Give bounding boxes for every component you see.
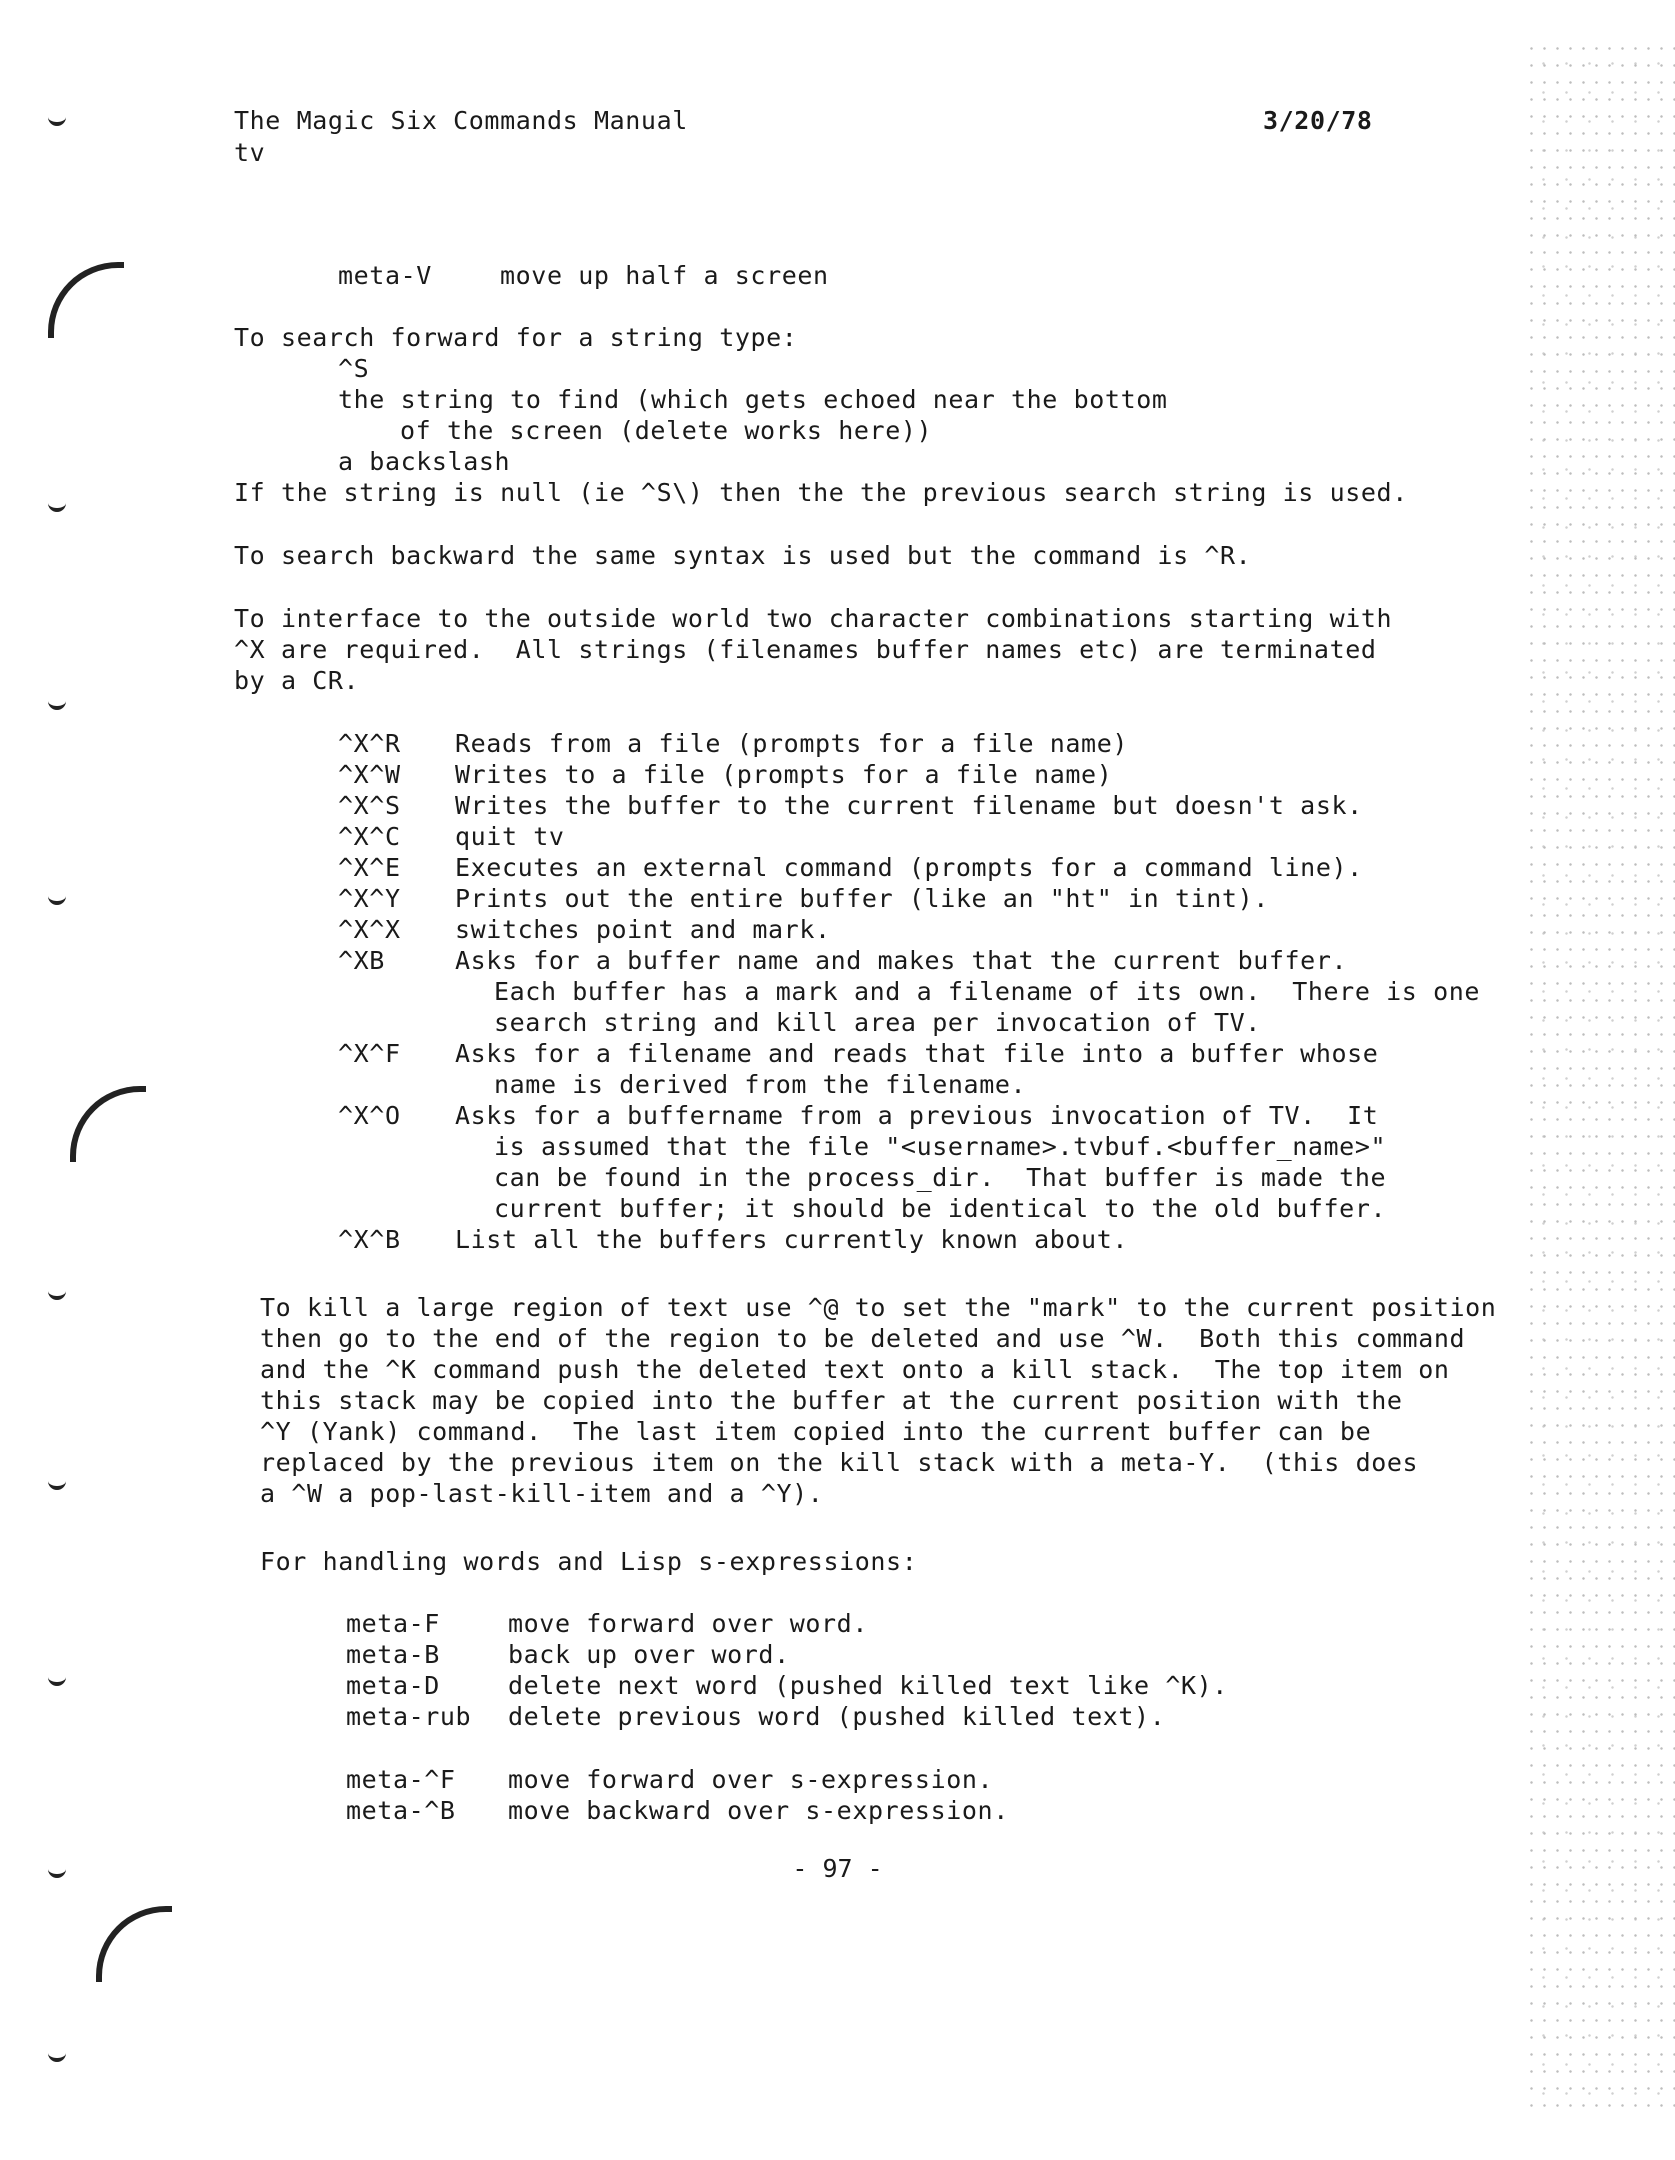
word-command-description: back up over word.: [508, 1640, 790, 1669]
x-command-key: ^X^Y: [338, 884, 401, 913]
x-command-description: Reads from a file (prompts for a file name): [455, 729, 1129, 758]
x-command-key: ^X^B: [338, 1225, 401, 1254]
scan-mark: [48, 1676, 66, 1686]
word-command-description: delete next word (pushed killed text like ^K).: [508, 1671, 1228, 1700]
scan-noise: [1525, 40, 1675, 2120]
x-command-description: switches point and mark.: [455, 915, 831, 944]
x-command-key: ^X^W: [338, 760, 401, 789]
x-command-description: current buffer; it should be identical to the old buffer.: [494, 1194, 1387, 1223]
interface-paragraph-line: ^X are required. All strings (filenames buffer names etc) are terminated: [234, 635, 1377, 664]
x-command-key: ^X^R: [338, 729, 401, 758]
x-command-key: ^X^F: [338, 1039, 401, 1068]
word-command-key: meta-B: [346, 1640, 440, 1669]
x-command-description: Prints out the entire buffer (like an "ht" in tint).: [455, 884, 1269, 913]
search-step: the string to find (which gets echoed near the bottom: [338, 385, 1168, 414]
section-name: tv: [234, 138, 266, 167]
scan-mark: [48, 502, 66, 512]
scan-mark: [48, 1290, 66, 1300]
kill-paragraph-line: then go to the end of the region to be deleted and use ^W. Both this command: [260, 1324, 1466, 1353]
word-command-description: move backward over s-expression.: [508, 1796, 1009, 1825]
search-step: of the screen (delete works here)): [400, 416, 933, 445]
word-command-description: move forward over s-expression.: [508, 1765, 994, 1794]
search-null-note: If the string is null (ie ^S\) then the the previous search string is used.: [234, 478, 1408, 507]
word-command-key: meta-F: [346, 1609, 440, 1638]
word-command-description: move forward over word.: [508, 1609, 868, 1638]
scan-mark: [48, 116, 66, 126]
word-command-key: meta-D: [346, 1671, 440, 1700]
word-command-description: delete previous word (pushed killed text).: [508, 1702, 1166, 1731]
x-command-key: ^X^X: [338, 915, 401, 944]
kill-paragraph-line: replaced by the previous item on the kill stack with a meta-Y. (this does: [260, 1448, 1419, 1477]
x-command-description: List all the buffers currently known about.: [455, 1225, 1129, 1254]
search-step: ^S: [338, 354, 370, 383]
x-command-description: Executes an external command (prompts for a command line).: [455, 853, 1363, 882]
x-command-description: Each buffer has a mark and a filename of its own. There is one: [494, 977, 1481, 1006]
manual-title: The Magic Six Commands Manual: [234, 106, 688, 135]
word-command-key: meta-^F: [346, 1765, 456, 1794]
scan-mark: [48, 2052, 66, 2062]
kill-paragraph-line: this stack may be copied into the buffer at the current position with the: [260, 1386, 1403, 1415]
manual-date: 3/20/78: [1263, 106, 1373, 135]
x-command-key: ^X^E: [338, 853, 401, 882]
search-step: a backslash: [338, 447, 511, 476]
scan-mark: [48, 700, 66, 710]
x-command-key: ^X^S: [338, 791, 401, 820]
x-command-description: search string and kill area per invocation of TV.: [494, 1008, 1261, 1037]
x-command-description: Writes the buffer to the current filename but doesn't ask.: [455, 791, 1363, 820]
interface-paragraph-line: To interface to the outside world two character combinations starting with: [234, 604, 1393, 633]
x-command-description: name is derived from the filename.: [494, 1070, 1027, 1099]
kill-paragraph-line: and the ^K command push the deleted text onto a kill stack. The top item on: [260, 1355, 1450, 1384]
words-intro: For handling words and Lisp s-expressions:: [260, 1547, 918, 1576]
page-number: - 97 -: [792, 1854, 883, 1883]
x-command-description: quit tv: [455, 822, 565, 851]
scan-mark: [48, 1480, 66, 1490]
scan-mark: [48, 895, 66, 905]
kill-paragraph-line: a ^W a pop-last-kill-item and a ^Y).: [260, 1479, 824, 1508]
x-command-key: ^XB: [338, 946, 385, 975]
binder-hole: [48, 262, 124, 338]
x-command-description: Writes to a file (prompts for a file name): [455, 760, 1113, 789]
x-command-description: Asks for a filename and reads that file into a buffer whose: [455, 1039, 1379, 1068]
search-backward-paragraph: To search backward the same syntax is used but the command is ^R.: [234, 541, 1252, 570]
x-command-description: Asks for a buffername from a previous invocation of TV. It: [455, 1101, 1379, 1130]
command-description: move up half a screen: [500, 261, 829, 290]
x-command-key: ^X^C: [338, 822, 401, 851]
kill-paragraph-line: ^Y (Yank) command. The last item copied into the current buffer can be: [260, 1417, 1372, 1446]
search-forward-intro: To search forward for a string type:: [234, 323, 798, 352]
interface-paragraph-line: by a CR.: [234, 666, 360, 695]
binder-hole: [70, 1086, 146, 1162]
x-command-description: can be found in the process_dir. That buffer is made the: [494, 1163, 1387, 1192]
kill-paragraph-line: To kill a large region of text use ^@ to set the "mark" to the current position: [260, 1293, 1497, 1322]
word-command-key: meta-rub: [346, 1702, 472, 1731]
binder-hole: [96, 1906, 172, 1982]
x-command-description: Asks for a buffer name and makes that the current buffer.: [455, 946, 1348, 975]
x-command-description: is assumed that the file "<username>.tvbuf.<buffer_name>": [494, 1132, 1387, 1161]
command-key: meta-V: [338, 261, 432, 290]
word-command-key: meta-^B: [346, 1796, 456, 1825]
x-command-key: ^X^O: [338, 1101, 401, 1130]
